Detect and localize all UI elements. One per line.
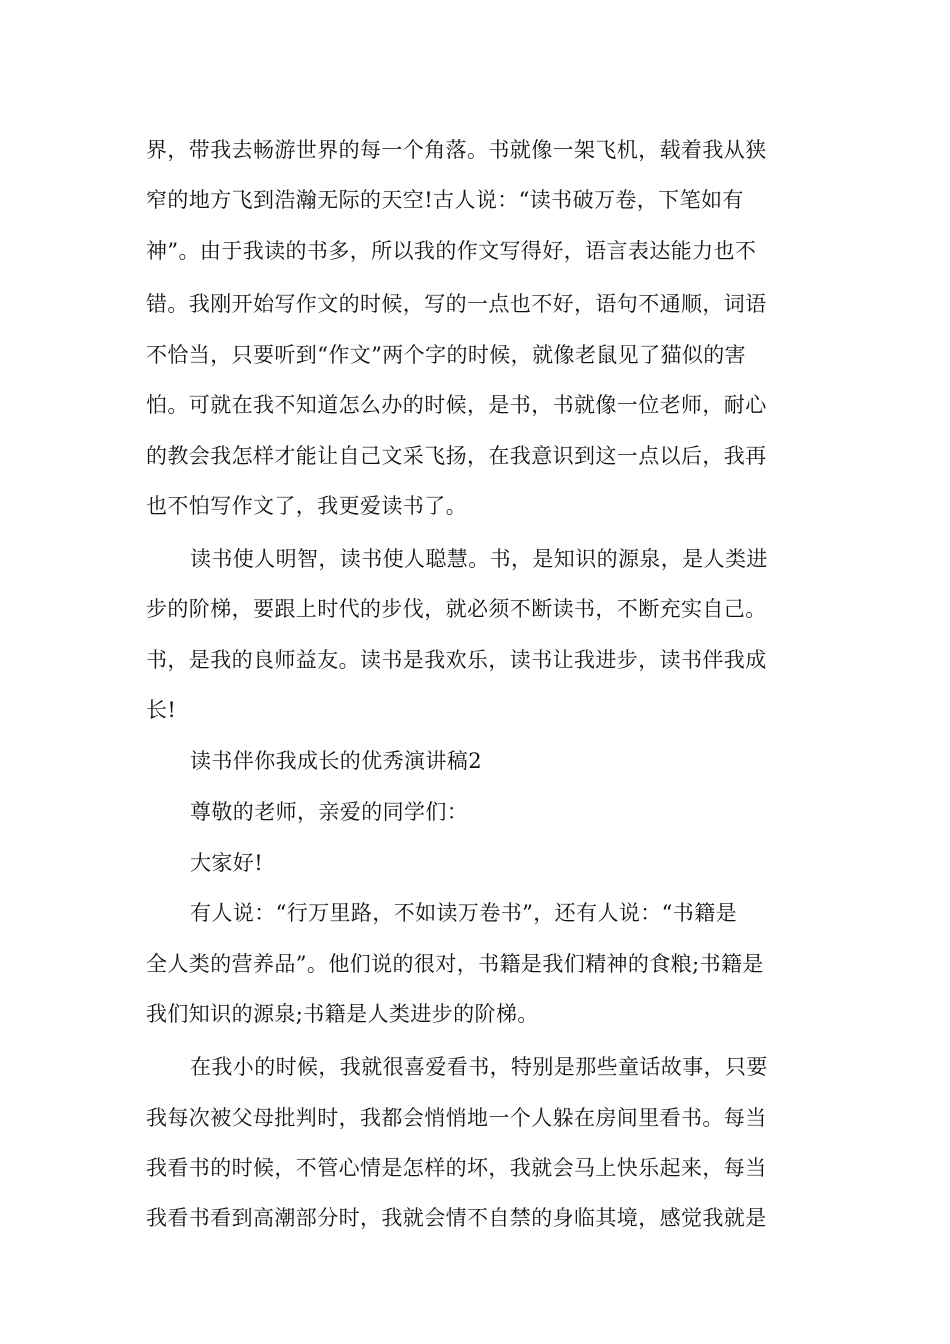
paragraph-2-line-4: 长!: [146, 698, 177, 722]
paragraph-1-line-5: 不恰当，只要听到“作文”两个字的时候，就像老鼠见了猫似的害: [146, 343, 747, 367]
salutation: 尊敬的老师，亲爱的同学们：: [190, 800, 469, 824]
speech-title: 读书伴你我成长的优秀演讲稿2: [190, 749, 482, 773]
paragraph-4-line-3: 我看书的时候，不管心情是怎样的坏，我就会马上快乐起来，每当: [146, 1156, 767, 1180]
paragraph-1-line-3: 神”。由于我读的书多，所以我的作文写得好，语言表达能力也不: [146, 239, 757, 263]
paragraph-1-line-7: 的教会我怎样才能让自己文采飞扬，在我意识到这一点以后，我再: [146, 444, 767, 468]
paragraph-3-line-2: 全人类的营养品”。他们说的很对，书籍是我们精神的食粮;书籍是: [146, 952, 764, 976]
paragraph-3-line-1: 有人说：“行万里路，不如读万卷书”，还有人说：“书籍是: [190, 901, 738, 925]
paragraph-2-line-2: 步的阶梯，要跟上时代的步伐，就必须不断读书，不断充实自己。: [146, 597, 767, 621]
paragraph-1-line-2: 窄的地方飞到浩瀚无际的天空!古人说：“读书破万卷，下笔如有: [146, 188, 744, 212]
paragraph-4-line-4: 我看书看到高潮部分时，我就会情不自禁的身临其境，感觉我就是: [146, 1206, 767, 1230]
paragraph-1-line-1: 界，带我去畅游世界的每一个角落。书就像一架飞机，载着我从狭: [146, 138, 767, 162]
paragraph-1-line-4: 错。我刚开始写作文的时候，写的一点也不好，语句不通顺，词语: [146, 292, 767, 316]
paragraph-4-line-2: 我每次被父母批判时，我都会悄悄地一个人躲在房间里看书。每当: [146, 1106, 767, 1130]
paragraph-2-line-1: 读书使人明智，读书使人聪慧。书，是知识的源泉，是人类进: [190, 547, 768, 571]
paragraph-1-line-8: 也不怕写作文了，我更爱读书了。: [146, 494, 467, 518]
greeting: 大家好!: [190, 851, 264, 875]
paragraph-1-line-6: 怕。可就在我不知道怎么办的时候，是书，书就像一位老师，耐心: [146, 393, 767, 417]
paragraph-3-line-3: 我们知识的源泉;书籍是人类进步的阶梯。: [146, 1002, 539, 1026]
paragraph-2-line-3: 书，是我的良师益友。读书是我欢乐，读书让我进步，读书伴我成: [146, 648, 767, 672]
paragraph-4-line-1: 在我小的时候，我就很喜爱看书，特别是那些童话故事，只要: [190, 1055, 768, 1079]
